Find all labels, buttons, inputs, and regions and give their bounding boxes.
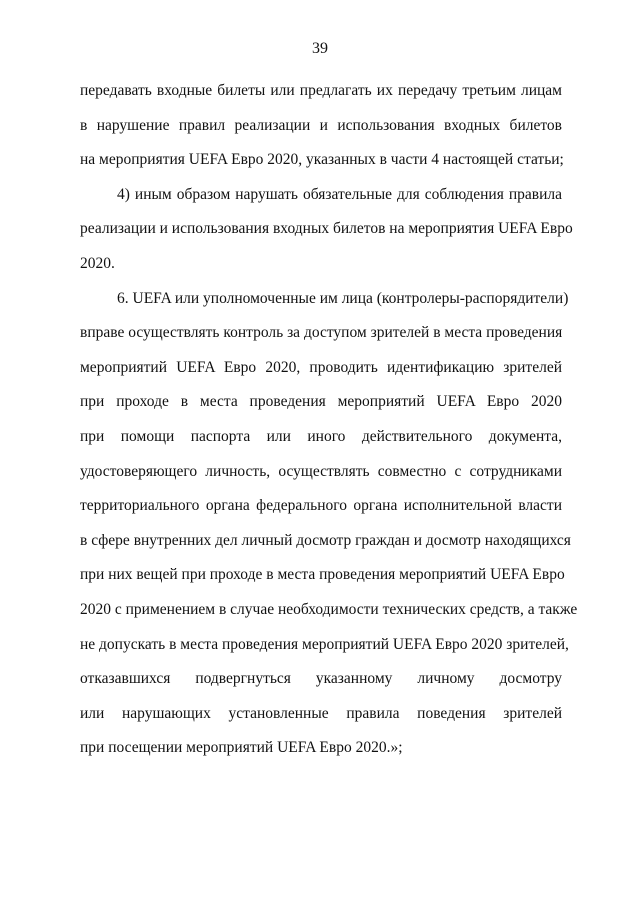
text-line: или нарушающих установленные правила поведения зрителей xyxy=(80,704,562,722)
text-line: реализации и использования входных билетов на мероприятия UEFA Евро xyxy=(80,220,573,238)
body-text xyxy=(80,74,578,766)
text-line: территориального органа федерального органа исполнительной власти xyxy=(80,497,562,515)
text-line: в нарушение правил реализации и использования входных билетов xyxy=(80,116,562,134)
text-line: удостоверяющего личность, осуществлять совместно с сотрудниками xyxy=(80,462,562,480)
text-line: при них вещей при проходе в места проведения мероприятий UEFA Евро xyxy=(80,566,565,584)
text-line: вправе осуществлять контроль за доступом зрителей в места проведения xyxy=(80,324,563,342)
text-line: передавать входные билеты или предлагать их передачу третьим лицам xyxy=(80,82,562,99)
text-line: в сфере внутренних дел личный досмотр граждан и досмотр находящихся xyxy=(80,531,571,549)
text-line: 2020. xyxy=(80,254,115,272)
text-line: мероприятий UEFA Евро 2020, проводить идентификацию зрителей xyxy=(80,358,562,376)
text-line: 6. UEFA или уполномоченные им лица (контролеры-распорядители) xyxy=(117,289,569,307)
text-line: при проходе в места проведения мероприятий UEFA Евро 2020 xyxy=(80,393,562,411)
text-line: на мероприятия UEFA Евро 2020, указанных в части 4 настоящей статьи; xyxy=(80,151,564,169)
text-line: не допускать в места проведения мероприятий UEFA Евро 2020 зрителей, xyxy=(80,635,569,653)
text-line: при помощи паспорта или иного действительного документа, xyxy=(80,427,562,445)
text-line: 2020 с применением в случае необходимости технических средств, а также xyxy=(80,600,578,618)
text-line: отказавшихся подвергнуться указанному личному досмотру xyxy=(80,670,562,688)
text-line: при посещении мероприятий UEFA Евро 2020.»; xyxy=(80,739,403,757)
page-number: 39 xyxy=(312,40,328,57)
text-line: 4) иным образом нарушать обязательные для соблюдения правила xyxy=(117,185,562,203)
